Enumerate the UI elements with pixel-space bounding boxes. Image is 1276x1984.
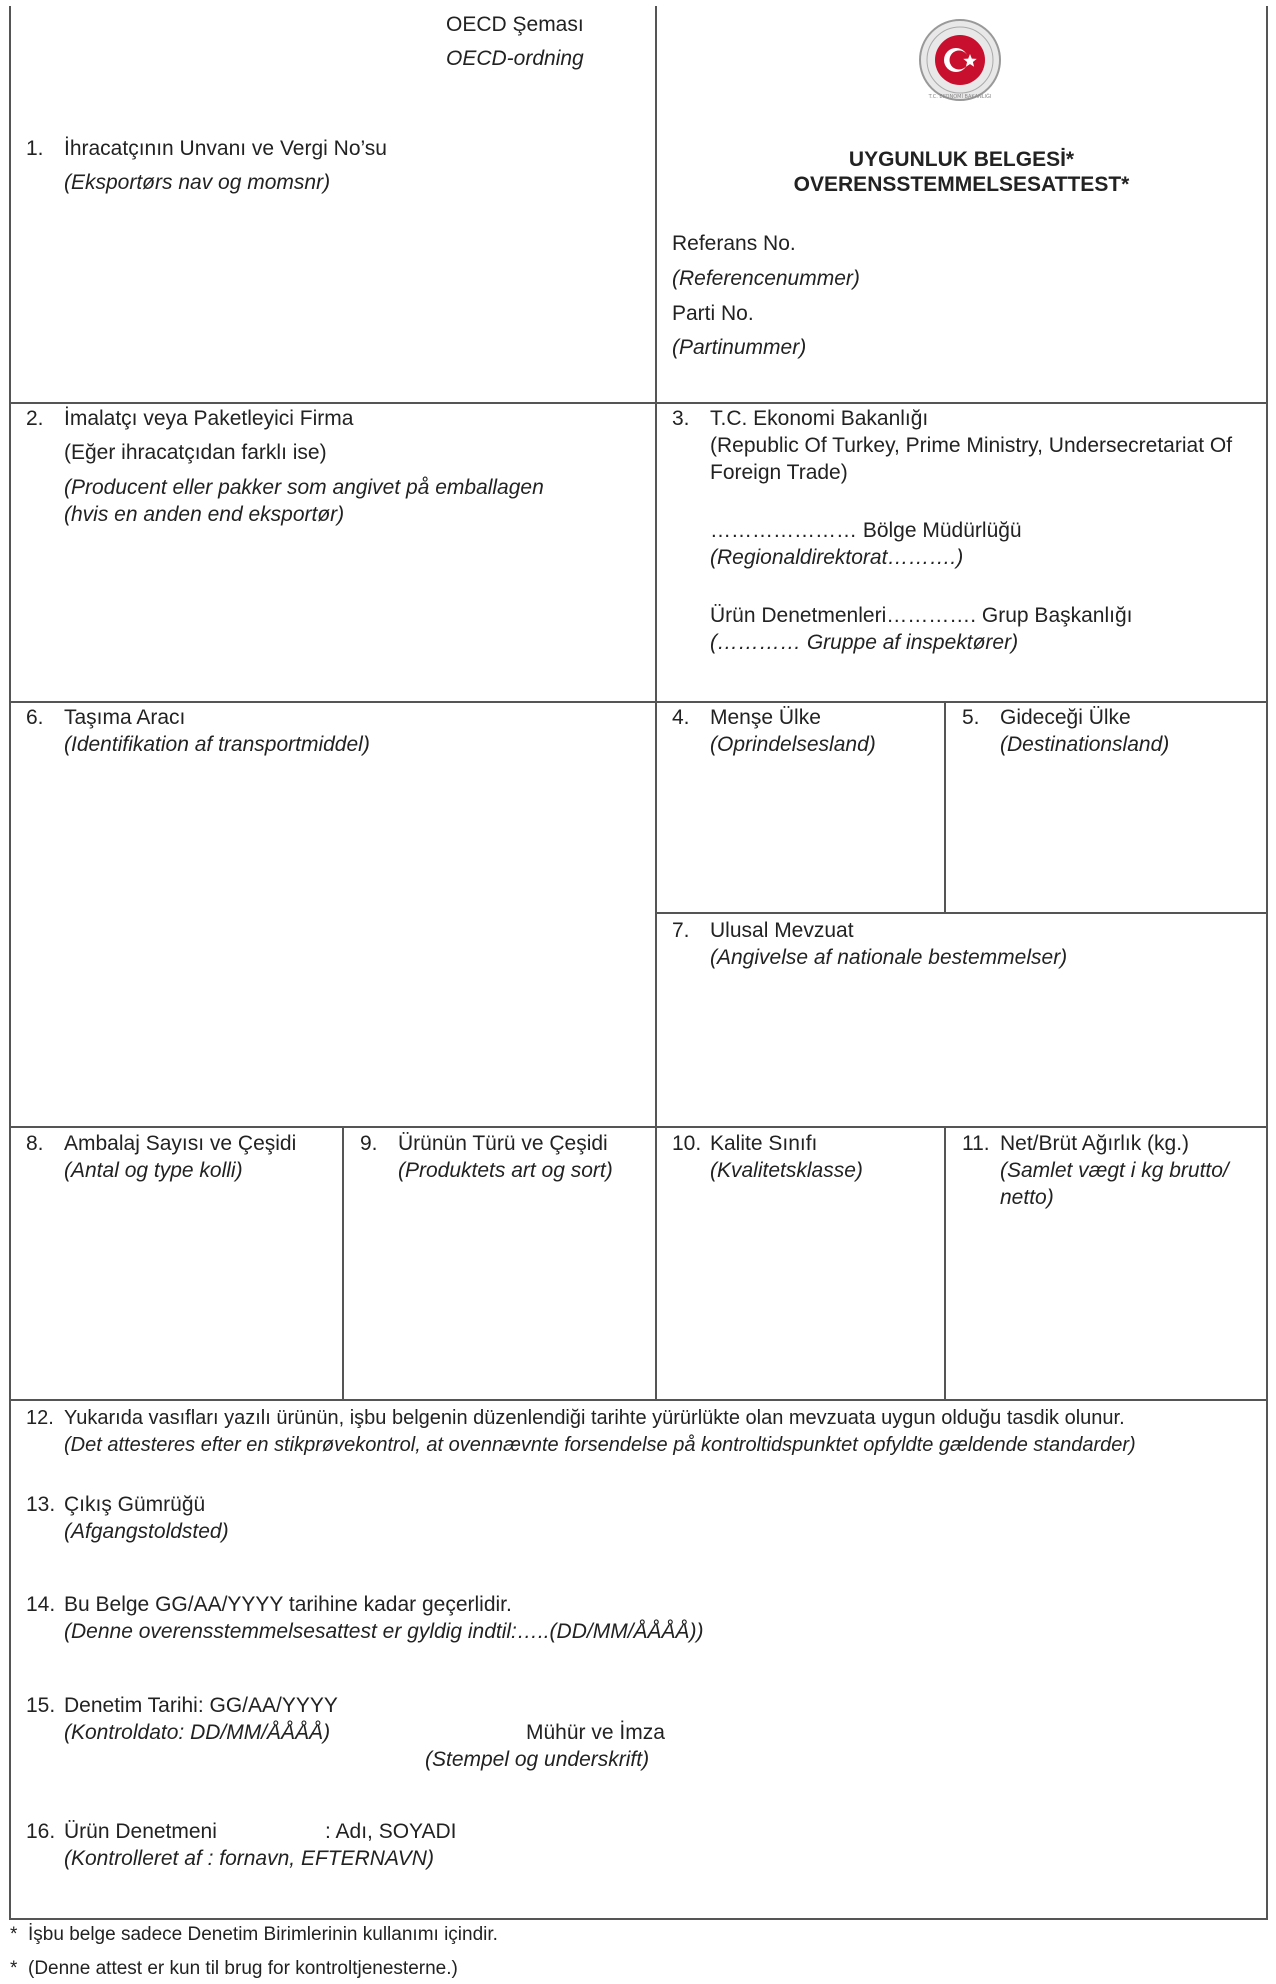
field-10-number: 10.	[672, 1132, 702, 1155]
field-16-label	[26, 1818, 217, 1845]
field-10-title-da: (Kvalitetsklasse)	[710, 1159, 863, 1182]
field-8-title-tr: Ambalaj Sayısı ve Çeşidi	[64, 1132, 297, 1155]
field-8-title-da: (Antal og type kolli)	[64, 1159, 243, 1182]
field-15-number: 15.	[26, 1694, 56, 1717]
field-6-number: 6.	[26, 706, 44, 729]
seal-text: T.C. EKONOMİ BAKANLIĞI	[928, 94, 992, 100]
field-4-number: 4.	[672, 706, 690, 729]
field-7-title-tr: Ulusal Mevzuat	[710, 919, 854, 942]
field-3-group-da: (………… Gruppe af inspektører)	[710, 631, 1019, 654]
field-2-number: 2.	[26, 407, 44, 430]
rule-row-7	[655, 912, 1268, 914]
field-2-subtitle-da: (hvis en anden end eksportør)	[64, 503, 345, 526]
outer-bottom-border	[9, 1918, 1268, 1920]
field-11-title-tr: Net/Brüt Ağırlık (kg.)	[1000, 1132, 1190, 1155]
reference-no-da: (Referencenummer)	[672, 267, 860, 290]
field-9-number: 9.	[360, 1132, 378, 1155]
field-3-regional-tr: ………………… Bölge Müdürlüğü	[710, 519, 1022, 542]
field-12-number: 12.	[26, 1407, 54, 1429]
rule-row2	[9, 701, 1268, 703]
outer-left-border	[9, 6, 11, 1920]
field-4-title-da: (Oprindelsesland)	[710, 733, 876, 756]
field-6-title-da: (Identifikation af transportmiddel)	[64, 733, 370, 756]
certificate-title-da: OVERENSSTEMMELSESATTEST*	[793, 173, 1130, 196]
footnote-2-mark: *	[10, 1958, 18, 1979]
lot-no-tr: Parti No.	[672, 302, 754, 325]
field-4-label	[672, 704, 821, 731]
field-8-label	[26, 1130, 296, 1157]
stamp-signature-tr: Mühür ve İmza	[526, 1721, 665, 1744]
reference-no-tr: Referans No.	[672, 232, 796, 255]
field-2-subtitle-tr: (Eğer ihracatçıdan farklı ise)	[64, 441, 327, 464]
field-11-title-da: (Samlet vægt i kg brutto/	[1000, 1159, 1229, 1182]
field-9-title-tr: Ürünün Türü ve Çeşidi	[398, 1132, 608, 1155]
field-3-regional-da: (Regionaldirektorat……….)	[710, 546, 964, 569]
field-3-number: 3.	[672, 407, 690, 430]
field-1-label	[26, 135, 387, 162]
footnote-2-text: (Denne attest er kun til brug for kontroltjenesterne.)	[28, 1958, 458, 1979]
field-13-label	[26, 1491, 205, 1518]
field-13-title-tr: Çıkış Gümrüğü	[64, 1493, 206, 1516]
field-7-number: 7.	[672, 919, 690, 942]
field-7-title-da: (Angivelse af nationale bestemmelser)	[710, 946, 1068, 969]
field-15-label	[26, 1692, 338, 1719]
field-11-label	[962, 1130, 1189, 1157]
field-2-label	[26, 405, 353, 432]
turkish-crescent-seal-icon	[918, 18, 1002, 102]
field-16-title-tr: Ürün Denetmeni	[64, 1820, 217, 1843]
field-5-number: 5.	[962, 706, 980, 729]
stamp-signature-da: (Stempel og underskrift)	[425, 1748, 650, 1771]
field-9-label	[360, 1130, 608, 1157]
field-4-title-tr: Menşe Ülke	[710, 706, 821, 729]
field-6-title-tr: Taşıma Aracı	[64, 706, 186, 729]
field-5-title-da: (Destinationsland)	[1000, 733, 1170, 756]
footnote-1-mark: *	[10, 1924, 18, 1945]
field-1-number: 1.	[26, 137, 44, 160]
footnote-2	[10, 1955, 458, 1982]
field-13-title-da: (Afgangstoldsted)	[64, 1520, 229, 1543]
certificate-title-tr: UYGUNLUK BELGESİ*	[848, 148, 1075, 171]
field-16-number: 16.	[26, 1820, 56, 1843]
field-3-group-tr: Ürün Denetmenleri…………. Grup Başkanlığı	[710, 604, 1133, 627]
field-12-title-tr: Yukarıda vasıfları yazılı ürünün, işbu belgenin düzenlendiği tarihte yürürlükte olan mevzuata uygun olduğu tasdik olunur.	[64, 1407, 1125, 1429]
field-9-title-da: (Produktets art og sort)	[398, 1159, 613, 1182]
field-5-title-tr: Gideceği Ülke	[1000, 706, 1131, 729]
divider-4-5	[944, 701, 946, 913]
center-divider-upper	[655, 6, 657, 1400]
field-16-name-placeholder: : Adı, SOYADI	[325, 1820, 457, 1843]
scheme-title-da: OECD-ordning	[446, 47, 584, 70]
outer-right-border	[1266, 6, 1268, 1920]
footnote-1-text: İşbu belge sadece Denetim Birimlerinin kullanımı içindir.	[28, 1924, 498, 1945]
field-14-label	[26, 1591, 512, 1618]
field-16-title-da: (Kontrolleret af : fornavn, EFTERNAVN)	[64, 1847, 434, 1870]
field-10-label	[672, 1130, 817, 1157]
field-3-title-tr: T.C. Ekonomi Bakanlığı	[710, 407, 929, 430]
divider-8-9	[342, 1126, 344, 1400]
field-3-label	[672, 405, 928, 432]
footnote-1	[10, 1921, 498, 1948]
field-2-title-da: (Producent eller pakker som angivet på emballagen	[64, 476, 544, 499]
field-1-title-tr: İhracatçının Unvanı ve Vergi No’su	[64, 137, 387, 160]
divider-10-11	[944, 1126, 946, 1400]
field-14-title-tr: Bu Belge GG/AA/YYYY tarihine kadar geçerlidir.	[64, 1593, 512, 1616]
field-12-title-da: (Det attesteres efter en stikprøvekontrol, at ovennævnte forsendelse på kontroltidspunktet opfyldte gældende standarder)	[64, 1434, 1136, 1456]
field-6-label	[26, 704, 185, 731]
field-12-label	[26, 1405, 1125, 1432]
field-13-number: 13.	[26, 1493, 56, 1516]
field-11-title-da-cont: netto)	[1000, 1186, 1054, 1209]
scheme-title-tr: OECD Şeması	[446, 13, 584, 36]
field-11-number: 11.	[962, 1132, 990, 1155]
rule-row1	[9, 402, 1268, 404]
field-5-label	[962, 704, 1131, 731]
field-1-title-da: (Eksportørs nav og momsnr)	[64, 171, 331, 194]
rule-row3	[9, 1126, 1268, 1128]
field-7-label	[672, 917, 854, 944]
field-14-title-da: (Denne overensstemmelsesattest er gyldig indtil:…..(DD/MM/ÅÅÅÅ))	[64, 1620, 704, 1643]
field-15-title-da: (Kontroldato: DD/MM/ÅÅÅÅ)	[64, 1721, 331, 1744]
field-15-title-tr: Denetim Tarihi: GG/AA/YYYY	[64, 1694, 338, 1717]
rule-row4	[9, 1399, 1268, 1401]
field-3-title-en: (Republic Of Turkey, Prime Ministry, Undersecretariat Of Foreign Trade)	[710, 434, 1233, 484]
field-10-title-tr: Kalite Sınıfı	[710, 1132, 818, 1155]
field-8-number: 8.	[26, 1132, 44, 1155]
field-2-title-tr: İmalatçı veya Paketleyici Firma	[64, 407, 354, 430]
field-14-number: 14.	[26, 1593, 56, 1616]
lot-no-da: (Partinummer)	[672, 336, 807, 359]
